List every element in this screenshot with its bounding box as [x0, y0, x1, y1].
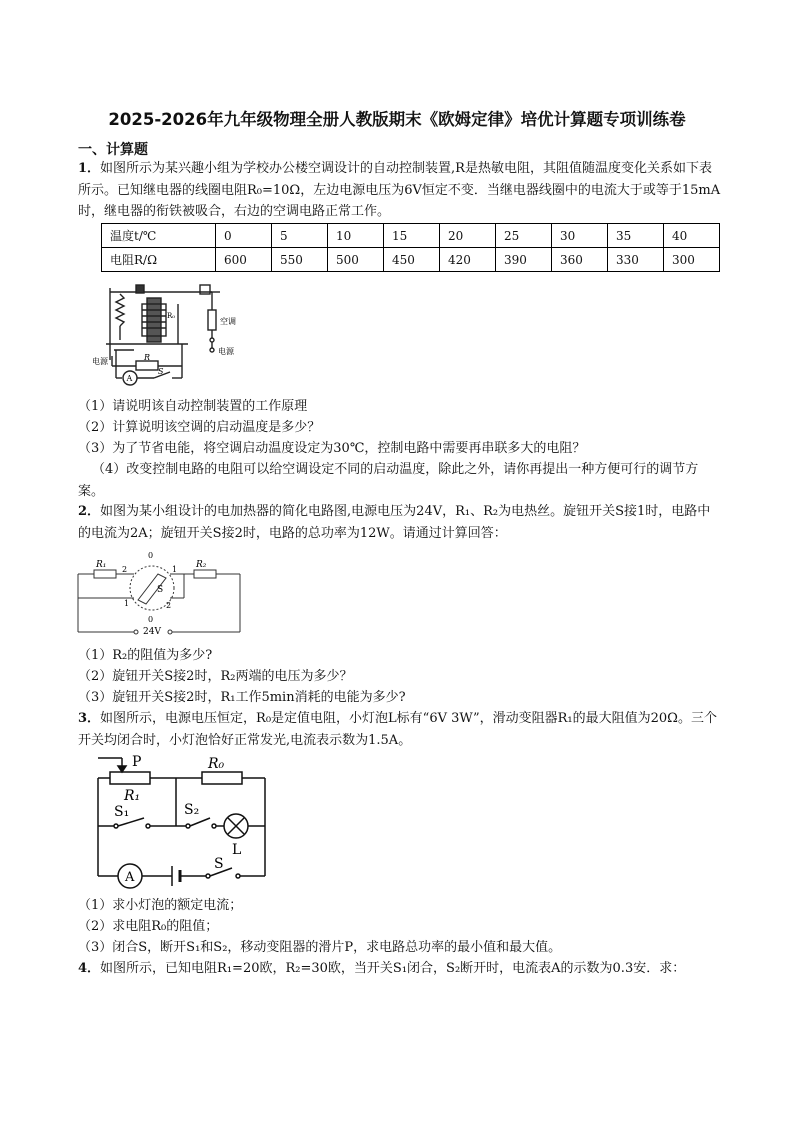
- q1-part-4-text: （4）改变控制电路的电阻可以给空调设定不同的启动温度，除此之外，请你再提出一种方便可行的调节方案。: [78, 462, 699, 499]
- table-cell: 450: [384, 248, 440, 272]
- q2-number: 2．: [78, 504, 101, 519]
- lamp-l-label: L: [232, 842, 242, 858]
- r0-label: R₀: [208, 756, 225, 772]
- q3-stem: [78, 708, 722, 751]
- table-cell: 390: [496, 248, 552, 272]
- q1-part-2: [78, 417, 722, 439]
- table-row-resistance: [102, 248, 720, 272]
- q3-number: 3．: [78, 711, 101, 726]
- section-heading: 一、计算题: [78, 142, 148, 158]
- q2-part-1-text: （1）R₂的阻值为多少?: [78, 648, 213, 663]
- q3-part-2: [78, 916, 722, 938]
- table-cell: 20: [440, 224, 496, 248]
- r1-label: R₁: [124, 788, 141, 804]
- left-supply-label: 电源: [92, 357, 108, 366]
- q2-part-2: [78, 666, 722, 688]
- contact-0-bottom: 0: [148, 615, 154, 624]
- table-cell: 0: [216, 224, 272, 248]
- table-cell: 600: [216, 248, 272, 272]
- table-cell: 25: [496, 224, 552, 248]
- table-cell: 30: [552, 224, 608, 248]
- slider-p-label: P: [132, 754, 142, 770]
- q3-part-1: [78, 895, 722, 917]
- q2-stem: [78, 501, 722, 544]
- q3-text: 如图所示，电源电压恒定，R₀是定值电阻，小灯泡L标有“6V 3W”，滑动变阻器R₁的最大阻值为20Ω。三个开关均闭合时，小灯泡恰好正常发光,电流表示数为1.5A。: [78, 711, 717, 748]
- q1-text: 如图所示为某兴趣小组为学校办公楼空调设计的自动控制装置,R是热敏电阻，其阻值随温度变化关系如下表所示。已知继电器的线圈电阻R₀=10Ω，左边电源电压为6V恒定不变．当继电器线圈中的电流大于或等于15mA时，继电器的衔铁被吸合，右边的空调电路正常工作。: [78, 161, 721, 219]
- temperature-resistance-table: [101, 223, 720, 272]
- contact-2-left: 2: [122, 565, 128, 574]
- ac-label: 空调: [220, 317, 236, 326]
- q4-text: 如图所示，已知电阻R₁=20欧，R₂=30欧，当开关S₁闭合，S₂断开时，电流表A的示数为0.3安．求：: [100, 961, 686, 976]
- q3-part-3-text: （3）闭合S，断开S₁和S₂，移动变阻器的滑片P，求电路总功率的最小值和最大值。: [78, 940, 562, 955]
- relay-r0-label: R₀: [167, 312, 176, 320]
- q3-part-1-text: （1）求小灯泡的额定电流；: [78, 898, 243, 913]
- q4-number: 4．: [78, 961, 101, 976]
- table-cell: 360: [552, 248, 608, 272]
- table-row-temperature: [102, 224, 720, 248]
- lamp-circuit-figure: [90, 752, 272, 894]
- thermistor-r-label: R: [144, 353, 151, 362]
- heater-circuit-figure: [74, 548, 246, 640]
- q2-part-1: [78, 645, 722, 667]
- table-cell: 500: [328, 248, 384, 272]
- contact-1-right: 1: [172, 565, 178, 574]
- r2-label: R₂: [196, 560, 207, 570]
- page-title: 2025-2026年九年级物理全册人教版期末《欧姆定律》培优计算题专项训练卷: [108, 110, 686, 129]
- right-supply-label: 电源: [218, 347, 234, 356]
- q4-stem: [78, 958, 722, 980]
- table-header-temperature: 温度t/℃: [102, 224, 216, 248]
- s2-label: S₂: [184, 802, 200, 818]
- contact-1-left: 1: [124, 599, 130, 608]
- table-cell: 330: [608, 248, 664, 272]
- rotary-switch-s-label: S: [157, 585, 164, 595]
- table-cell: 15: [384, 224, 440, 248]
- contact-0-top: 0: [148, 551, 154, 560]
- table-cell: 5: [272, 224, 328, 248]
- table-cell: 550: [272, 248, 328, 272]
- q1-part-2-text: （2）计算说明该空调的启动温度是多少？: [78, 420, 321, 435]
- ammeter-a-label: A: [125, 870, 135, 885]
- r1-label: R₁: [96, 560, 107, 570]
- table-header-resistance: 电阻R/Ω: [102, 248, 216, 272]
- relay-circuit-figure: [92, 280, 252, 392]
- table-cell: 300: [664, 248, 720, 272]
- switch-s-label: S: [214, 856, 224, 872]
- table-cell: 40: [664, 224, 720, 248]
- q1-part-4: [78, 459, 722, 502]
- supply-24v-label: 24V: [143, 627, 161, 637]
- q3-part-3: [78, 937, 722, 959]
- q2-part-3-text: （3）旋钮开关S接2时，R₁工作5min消耗的电能为多少?: [78, 690, 406, 705]
- q1-stem: [78, 158, 722, 223]
- ammeter-a-label: A: [126, 374, 133, 383]
- q2-part-2-text: （2）旋钮开关S接2时，R₂两端的电压为多少？: [78, 669, 353, 684]
- table-cell: 420: [440, 248, 496, 272]
- q1-part-3-text: （3）为了节省电能，将空调启动温度设定为30℃，控制电路中需要再串联多大的电阻？: [78, 441, 586, 456]
- q1-part-1: [78, 396, 722, 418]
- table-cell: 35: [608, 224, 664, 248]
- switch-s-label: S: [158, 367, 164, 376]
- q1-part-1-text: （1）请说明该自动控制装置的工作原理: [78, 399, 308, 414]
- table-cell: 10: [328, 224, 384, 248]
- q1-number: 1．: [78, 161, 101, 176]
- q2-part-3: [78, 687, 722, 709]
- contact-2-right: 2: [166, 601, 172, 610]
- q1-part-3: [78, 438, 722, 460]
- q2-text: 如图为某小组设计的电加热器的简化电路图,电源电压为24V，R₁、R₂为电热丝。旋钮开关S接1时，电路中的电流为2A；旋钮开关S接2时，电路的总功率为12W。请通过计算回答：: [78, 504, 711, 541]
- q3-part-2-text: （2）求电阻R₀的阻值；: [78, 919, 219, 934]
- s1-label: S₁: [114, 804, 130, 820]
